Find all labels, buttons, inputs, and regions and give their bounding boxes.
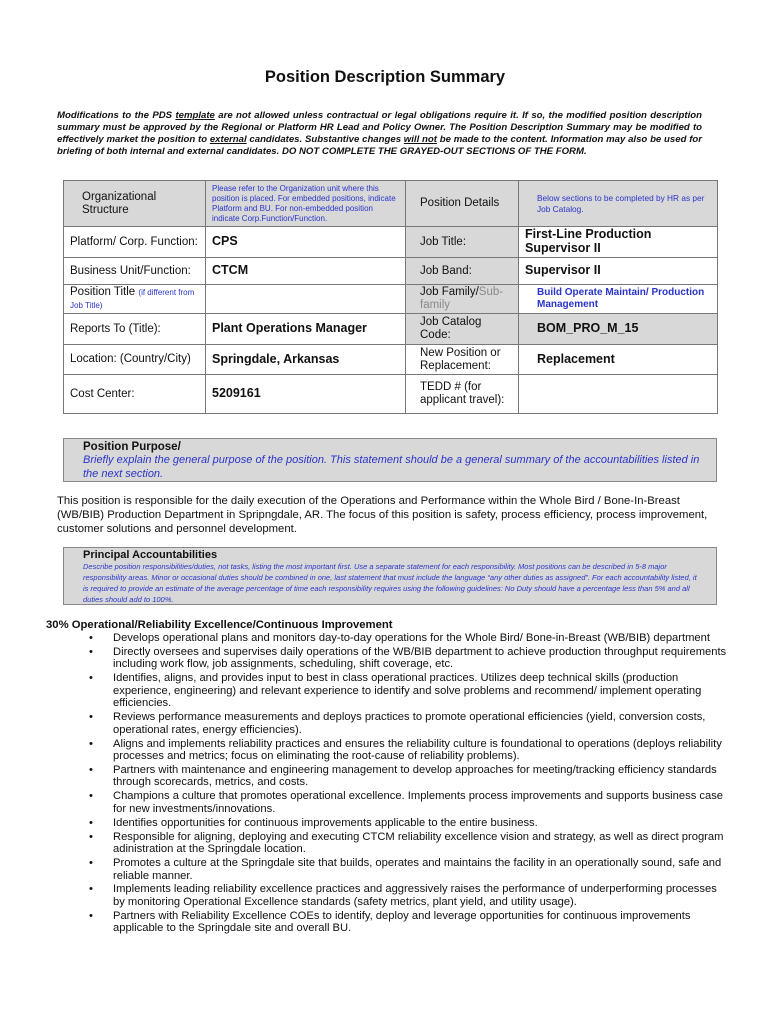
bu-label: Business Unit/Function: — [70, 264, 191, 277]
job-catalog-label-cell — [406, 314, 519, 345]
bullet-icon: • — [89, 737, 93, 750]
bullet-icon: • — [89, 909, 93, 922]
job-band-label: Job Band: — [420, 264, 472, 277]
accountability-text: Develops operational plans and monitors day-to-day operations for the Whole Bird/ Bone-in-Breast (WB/BIB) department — [113, 632, 710, 644]
accountability-item — [89, 738, 729, 763]
accountability-item — [89, 831, 729, 856]
bullet-icon: • — [89, 645, 93, 658]
purpose-text: This position is responsible for the daily execution of the Operations and Performance within the Whole Bird / Bone-In-Breast (WB/BIB) Production Department in Spripngdale, AR. The focus of this position is safety, process efficiency, process improvement, customer solutions and personnel development. — [57, 495, 708, 536]
location-value: Springdale, Arkansas — [212, 351, 340, 366]
position-details-table — [63, 180, 718, 414]
accountabilities-hint: Describe position responsibilities/duties, not tasks, listing the most important first. Use a separate statement for each responsibility. Most positions can be described in 5-8 major responsibility areas. Minor or occasional duties should be combined in one, last statement that must include the language “any other duties as assigned”. For each accountability listed, it is required to provide an estimate of the average percentage of time each responsibility requires using the following guidelines: No Duty should have a percentage less than 5% and all duties should add to 100%. — [83, 562, 697, 604]
accountability-section-title: 30% Operational/Reliability Excellence/Continuous Improvement — [46, 619, 393, 631]
new-position-value-cell[interactable] — [519, 345, 718, 375]
job-family-value: Build Operate Maintain/ Production Management — [537, 287, 705, 310]
position-purpose-box — [63, 438, 717, 482]
bullet-icon: • — [89, 857, 93, 870]
org-note-cell — [206, 181, 406, 227]
intro-template-word: template — [175, 110, 215, 121]
intro-text-1: Modifications to the PDS — [57, 110, 176, 121]
job-catalog-label: Job Catalog Code: — [420, 316, 482, 341]
bullet-icon: • — [89, 790, 93, 803]
intro-text-4: be made to the content. Information may also be used for briefing of both internal and external candidates. DO NOT COMPLETE THE GRAYED-OUT SECTIONS OF THE FORM. — [57, 134, 702, 157]
tedd-value-cell[interactable] — [519, 375, 718, 414]
intro-text-3: candidates. Substantive changes — [246, 134, 404, 145]
bullet-icon: • — [89, 672, 93, 685]
reports-to-label-cell — [64, 314, 206, 345]
principal-accountabilities-box — [63, 547, 717, 605]
accountability-item — [89, 910, 729, 935]
accountability-text: Responsible for aligning, deploying and executing CTCM reliability excellence vision and strategy, as well as direct program adinistration at the Springdale location. — [113, 830, 724, 856]
accountability-item — [89, 646, 729, 671]
job-catalog-value: BOM_PRO_M_15 — [537, 321, 639, 335]
job-band-value: Supervisor II — [525, 263, 601, 277]
accountability-item — [89, 672, 729, 710]
position-title-label-cell — [64, 285, 206, 314]
new-position-value: Replacement — [537, 351, 615, 366]
accountability-text: Partners with maintenance and engineering management to develop approaches for meeting/tracking efficiency standards through scorecards, metrics, and costs. — [113, 763, 717, 789]
cost-center-label-cell — [64, 375, 206, 414]
bu-value: CTCM — [212, 263, 249, 277]
accountability-item — [89, 711, 729, 736]
job-family-label: Job Family/ — [420, 286, 479, 298]
accountability-text: Identifies, aligns, and provides input to best in class operational practices. Utilizes deep technical skills (production experience, engineering) and relevant experience to identify and solve problems and recommend/ implement operating efficiencies. — [113, 672, 702, 710]
cost-center-label: Cost Center: — [70, 387, 135, 400]
bullet-icon: • — [89, 632, 93, 644]
accountability-item — [89, 817, 729, 830]
org-structure-label: Organizational Structure — [82, 190, 157, 216]
position-title-value-cell[interactable] — [206, 285, 406, 314]
job-title-value: First-Line Production Supervisor II — [525, 227, 652, 255]
bullet-icon: • — [89, 711, 93, 724]
accountability-item — [89, 632, 729, 645]
intro-paragraph — [57, 110, 702, 158]
accountability-text: Champions a culture that promotes operational excellence. Implements process improvements and supports business case for new investments/innovations. — [113, 790, 724, 815]
bullet-icon: • — [89, 830, 93, 843]
bullet-icon: • — [89, 883, 93, 896]
purpose-heading: Position Purpose/ — [83, 441, 181, 453]
accountability-text: Reviews performance measurements and deploys practices to promote operational efficiencies (yield, conversion costs, operational rates, energy efficiencies). — [113, 711, 706, 736]
cost-center-value: 5209161 — [212, 386, 261, 400]
bu-value-cell[interactable] — [206, 258, 406, 285]
job-family-label-cell — [406, 285, 519, 314]
document-title: Position Description Summary — [264, 68, 506, 86]
intro-external-word: external — [209, 134, 247, 145]
accountability-text: Directly oversees and supervises daily operations of the WB/BIB department to achieve production throughput requirements including work flow, job assignments, scheduling, shift coverage, etc. — [113, 645, 727, 671]
bu-label-cell — [64, 258, 206, 285]
job-family-value-cell — [519, 285, 718, 314]
job-catalog-value-cell — [519, 314, 718, 345]
org-structure-label-cell — [64, 181, 206, 227]
accountability-item — [89, 790, 729, 815]
intro-will-not-word: will not — [403, 134, 437, 145]
hr-note-cell — [519, 181, 718, 227]
location-label: Location: (Country/City) — [70, 353, 191, 365]
tedd-label: TEDD # (for applicant travel): — [420, 381, 505, 406]
new-position-label-cell — [406, 345, 519, 375]
bullet-icon: • — [89, 763, 93, 776]
platform-label-cell — [64, 227, 206, 258]
reports-to-value-cell[interactable] — [206, 314, 406, 345]
position-details-label: Position Details — [420, 197, 500, 209]
hr-note: Below sections to be completed by HR as per Job Catalog. — [537, 193, 705, 214]
accountability-text: Partners with Reliability Excellence COEs to identify, deploy and leverage opportunities for continuous improvements applicable to the Springdale site and overall BU. — [113, 909, 691, 935]
tedd-label-cell — [406, 375, 519, 414]
platform-value-cell[interactable] — [206, 227, 406, 258]
cost-center-value-cell[interactable] — [206, 375, 406, 414]
bullet-icon: • — [89, 816, 93, 829]
accountability-item — [89, 764, 729, 789]
accountabilities-heading: Principal Accountabilities — [83, 549, 218, 561]
job-band-value-cell — [519, 258, 718, 285]
position-title-hint: (if different from Job Title) — [70, 288, 195, 310]
position-details-label-cell — [406, 181, 519, 227]
reports-to-value: Plant Operations Manager — [212, 321, 367, 335]
intro-text-2: are not allowed unless contractual or legal obligations require it. If so, the modified position description summary must be approved by the Regional or Platform HR Lead and Policy Owner. The Position Description Summary may be modified to effectively market the position to — [57, 110, 702, 145]
job-band-label-cell — [406, 258, 519, 285]
job-title-value-cell — [519, 227, 718, 258]
accountability-item — [89, 857, 729, 882]
accountability-item — [89, 883, 729, 908]
new-position-label: New Position or Replacement: — [420, 346, 501, 372]
org-note: Please refer to the Organization unit where this position is placed. For embedded positions, indicate Platform and BU. For non-embedded position indicate Corp.Function/Function. — [212, 183, 396, 223]
location-value-cell[interactable] — [206, 345, 406, 375]
accountability-text: Implements leading reliability excellence practices and aggressively raises the performance of underperforming processes by monitoring Operational Excellence standards (safety metrics, plant yield, and utility usage). — [113, 883, 717, 908]
position-title-label: Position Title — [70, 286, 136, 298]
platform-value: CPS — [212, 234, 238, 248]
accountability-text: Promotes a culture at the Springdale site that builds, operates and maintains the facility in an operationally sound, safe and reliable manner. — [113, 857, 722, 882]
accountability-text: Identifies opportunities for continuous improvements applicable to the entire business. — [113, 816, 538, 829]
accountability-text: Aligns and implements reliability practices and ensures the reliability culture is foundational to operations (deploys reliability processes and metrics; focus on eliminating the root-cause of reliability problems). — [113, 737, 722, 763]
job-title-label: Job Title: — [420, 235, 467, 248]
job-title-label-cell — [406, 227, 519, 258]
reports-to-label: Reports To (Title): — [70, 322, 161, 335]
platform-label: Platform/ Corp. Function: — [70, 235, 198, 248]
accountability-bullet-list — [89, 632, 729, 936]
purpose-hint: Briefly explain the general purpose of the position. This statement should be a general summary of the accountabilities listed in the next section. — [83, 454, 700, 480]
job-family-sub-label: Sub-family — [420, 286, 504, 311]
location-label-cell — [64, 345, 206, 375]
